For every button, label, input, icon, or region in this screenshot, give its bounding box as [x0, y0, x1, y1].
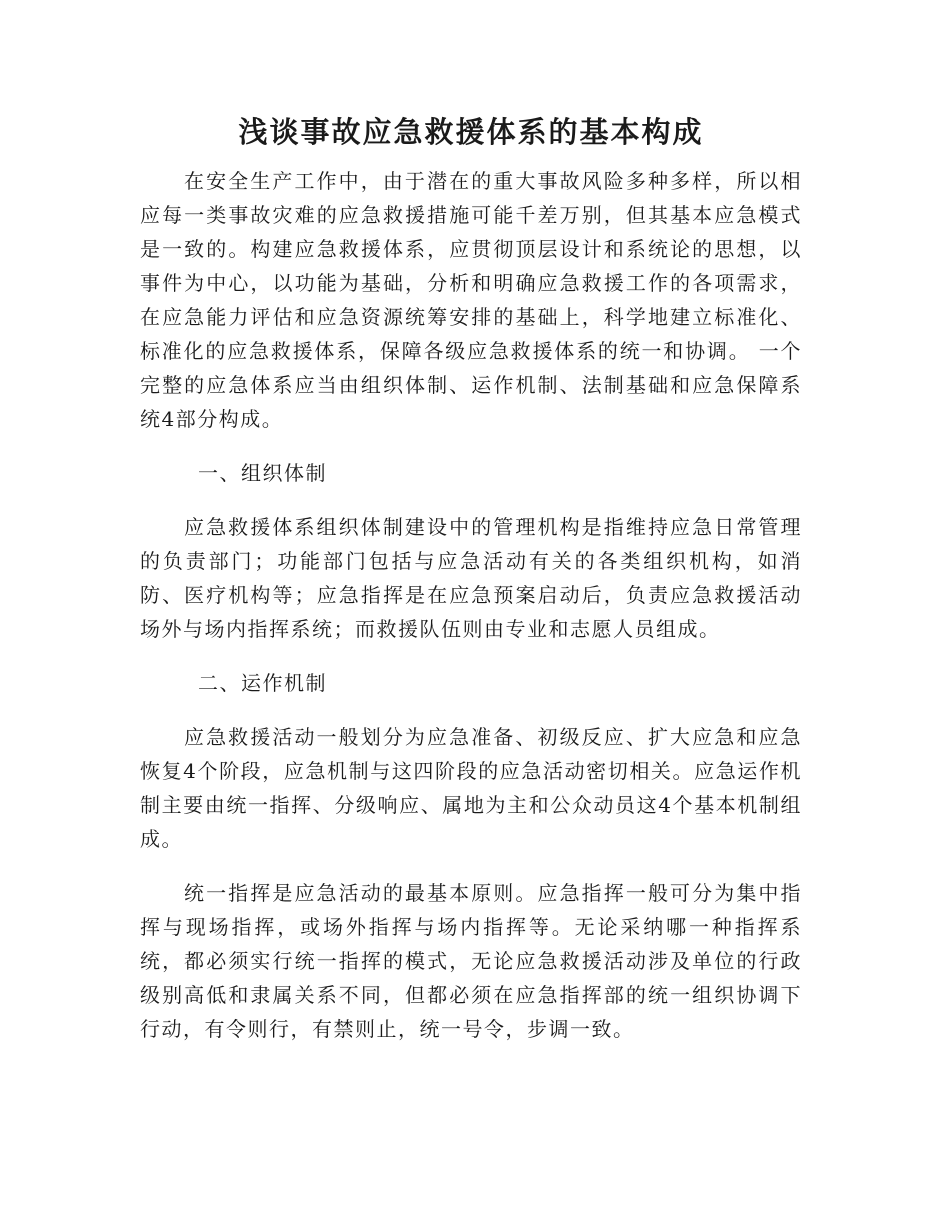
spacer — [140, 436, 802, 456]
section-heading-mechanism: 二、运作机制 — [198, 671, 327, 695]
spacer — [140, 700, 802, 720]
unified-command-paragraph: 统一指挥是应急活动的最基本原则。应急指挥一般可分为集中指挥与现场指挥，或场外指挥与场内指挥等。无论采纳哪一种指挥系统，都必须实行统一指挥的模式，无论应急救援活动涉及单位的行政级别高低和隶属关系不同，但都必须在应急指挥部的统一组织协调下行动，有令则行，有禁则止，统一号令，步调一致。 — [140, 881, 802, 1041]
spacer — [140, 856, 802, 876]
organization-paragraph: 应急救援体系组织体制建设中的管理机构是指维持应急日常管理的负责部门；功能部门包括与应急活动有关的各类组织机构，如消防、医疗机构等；应急指挥是在应急预案启动后，负责应急救援活动场外与场内指挥系统；而救援队伍则由专业和志愿人员组成。 — [140, 515, 802, 641]
mechanism-paragraph: 应急救援活动一般划分为应急准备、初级反应、扩大应急和应急恢复4个阶段，应急机制与这四阶段的应急活动密切相关。应急运作机制主要由统一指挥、分级响应、属地为主和公众动员这4个基本机制组成。 — [140, 725, 802, 851]
section-heading-organization: 一、组织体制 — [198, 461, 327, 485]
spacer — [140, 646, 802, 666]
spacer — [140, 490, 802, 510]
document-title: 浅谈事故应急救援体系的基本构成 — [238, 115, 704, 149]
intro-paragraph: 在安全生产工作中，由于潜在的重大事故风险多种多样，所以相应每一类事故灾难的应急救援措施可能千差万别，但其基本应急模式是一致的。构建应急救援体系，应贯彻顶层设计和系统论的思想，以事件为中心，以功能为基础，分析和明确应急救援工作的各项需求，在应急能力评估和应急资源统筹安排的基础上，科学地建立标准化、标准化的应急救援体系，保障各级应急救援体系的统一和协调。 一个完整的应急体系应当由组织体制、运作机制、法制基础和应急保障系统4部分构成。 — [140, 169, 802, 431]
